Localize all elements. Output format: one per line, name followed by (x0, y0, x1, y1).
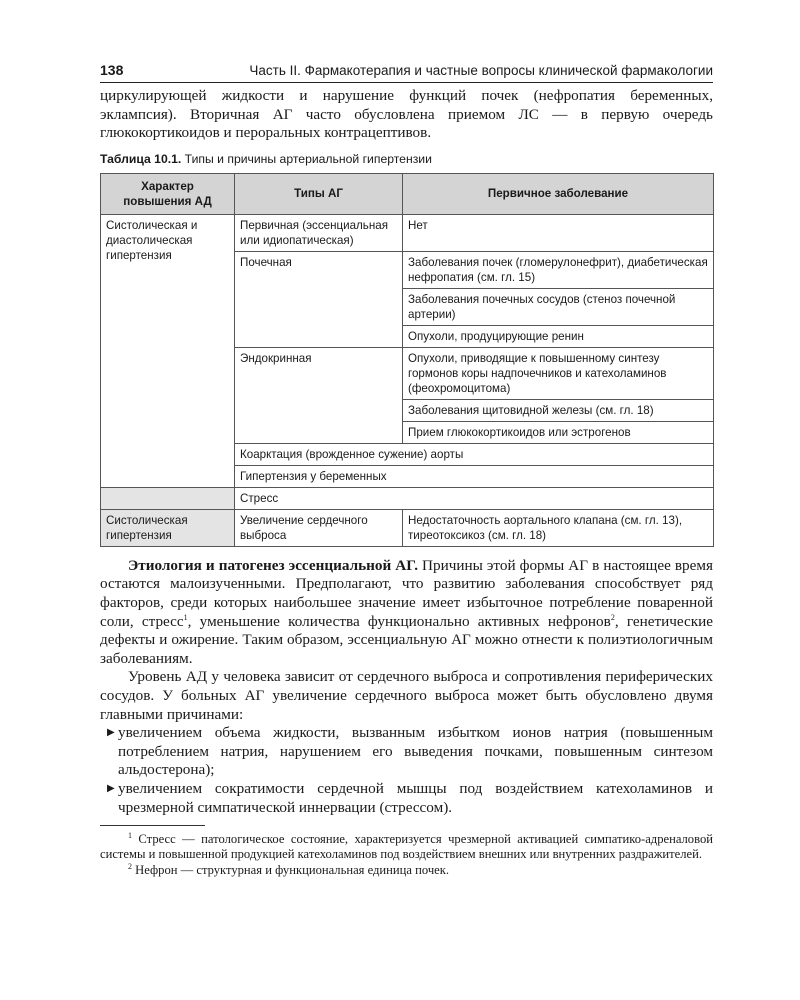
bullet-triangle-icon: ▶ (107, 782, 115, 794)
list-item: ▶ увеличением сократимости сердечной мышцы под воздействием катехоламинов и чрезмерной симпатической иннервации (стрессом). (100, 780, 713, 817)
running-header (100, 62, 713, 83)
bullet-triangle-icon: ▶ (107, 727, 115, 739)
footnote: $^2$ Нефрон — структурная и функциональная единица почек. (128, 861, 450, 877)
table-cell: Недостаточность аортального клапана (см. гл. 13), тиреотоксикоз (см. гл. 18) (403, 509, 714, 546)
table-cell: Прием глюкокортикоидов или эстрогенов (403, 421, 714, 443)
footnote-ref[interactable]: 2 (610, 612, 615, 622)
table-cell: Гипертензия у беременных (235, 465, 714, 487)
table-cell: Первичная (эссенциальная или идиопатическая) (235, 214, 403, 251)
table-caption (100, 152, 713, 166)
page-number: 138 (100, 62, 124, 78)
table-header-cell: Первичное заболевание (403, 173, 714, 214)
table-cell: Заболевания почек (гломерулонефрит), диабетическая нефропатия (см. гл. 15) (403, 251, 714, 288)
table-cell: Опухоли, продуцирующие ренин (403, 325, 714, 347)
table-cell: Эндокринная (235, 347, 403, 443)
body-text (100, 557, 713, 817)
table-cell: Заболевания щитовидной железы (см. гл. 18) (403, 399, 714, 421)
table-caption-text: Типы и причины артериальной гипертензии (181, 151, 432, 166)
etiology-paragraph: Этиология и патогенез эссенциальной АГ. Причины этой формы АГ в настоящее время остаются малоизученными. Предполагают, что развитию заболевания способствует ряд факторов, среди которых наибольшее значение имеет избыточное потребление поваренной соли, стресс$^1$, уменьшение количества функционально активных нефронов$^2$, генетические дефекты и ожирение. Таким образом, эссенциальную АГ можно отнести к полиэтиологичным заболеваниям. (100, 556, 713, 667)
hypertension-types-table (100, 173, 714, 547)
table-cell: Стресс (235, 487, 714, 509)
table-caption-label: Таблица 10.1. (100, 151, 182, 166)
table-cell: Заболевания почечных сосудов (стеноз почечной артерии) (403, 288, 714, 325)
footnote: $^1$ Стресс — патологическое состояние, характеризуется чрезмерной активацией симпатико-адреналовой системы и повышенной продукцией катехоламинов под воздействием внешних или внутренних раздражителей. (100, 830, 713, 862)
etiology-heading: Этиология и патогенез эссенциальной АГ. (128, 556, 418, 574)
table-cell: Увеличение сердечного выброса (235, 509, 403, 546)
table-header-row (101, 173, 714, 214)
running-title: Часть II. Фармакотерапия и частные вопросы клинической фармакологии (249, 63, 713, 78)
bp-level-paragraph: Уровень АД у человека зависит от сердечного выброса и сопротивления периферических сосудов. У больных АГ увеличение сердечного выброса может быть обусловлено двумя главными причинами: (100, 668, 713, 723)
table-cell: Систолическая и диастолическая гипертензия (101, 214, 235, 487)
table-cell (101, 487, 235, 509)
table-cell: Систолическая гипертензия (101, 509, 235, 546)
list-item: ▶ увеличением объема жидкости, вызванным избытком ионов натрия (повышенным потреблением натрия, нарушением его выведения почками, повышенным синтезом альдостерона); (100, 724, 713, 780)
table-cell: Опухоли, приводящие к повышенному синтезу гормонов коры надпочечников и катехоламинов (феохромоцитома) (403, 347, 714, 399)
table-row (101, 487, 714, 509)
footnote-ref[interactable]: 1 (183, 612, 188, 622)
intro-paragraph: циркулирующей жидкости и нарушение функций почек (нефропатия беременных, эклампсия). Вторичная АГ часто обусловлена приемом ЛС — в первую очередь глюкокортикоидов и пероральных контрацептивов. (100, 87, 713, 142)
table-row (101, 214, 714, 251)
table-row (101, 509, 714, 546)
table-header-cell: Характер повышения АД (101, 173, 235, 214)
table-cell: Коарктация (врожденное сужение) аорты (235, 443, 714, 465)
book-page (100, 62, 713, 878)
table-cell: Почечная (235, 251, 403, 347)
table-cell: Нет (403, 214, 714, 251)
footnote-divider (100, 825, 205, 826)
table-header-cell: Типы АГ (235, 173, 403, 214)
